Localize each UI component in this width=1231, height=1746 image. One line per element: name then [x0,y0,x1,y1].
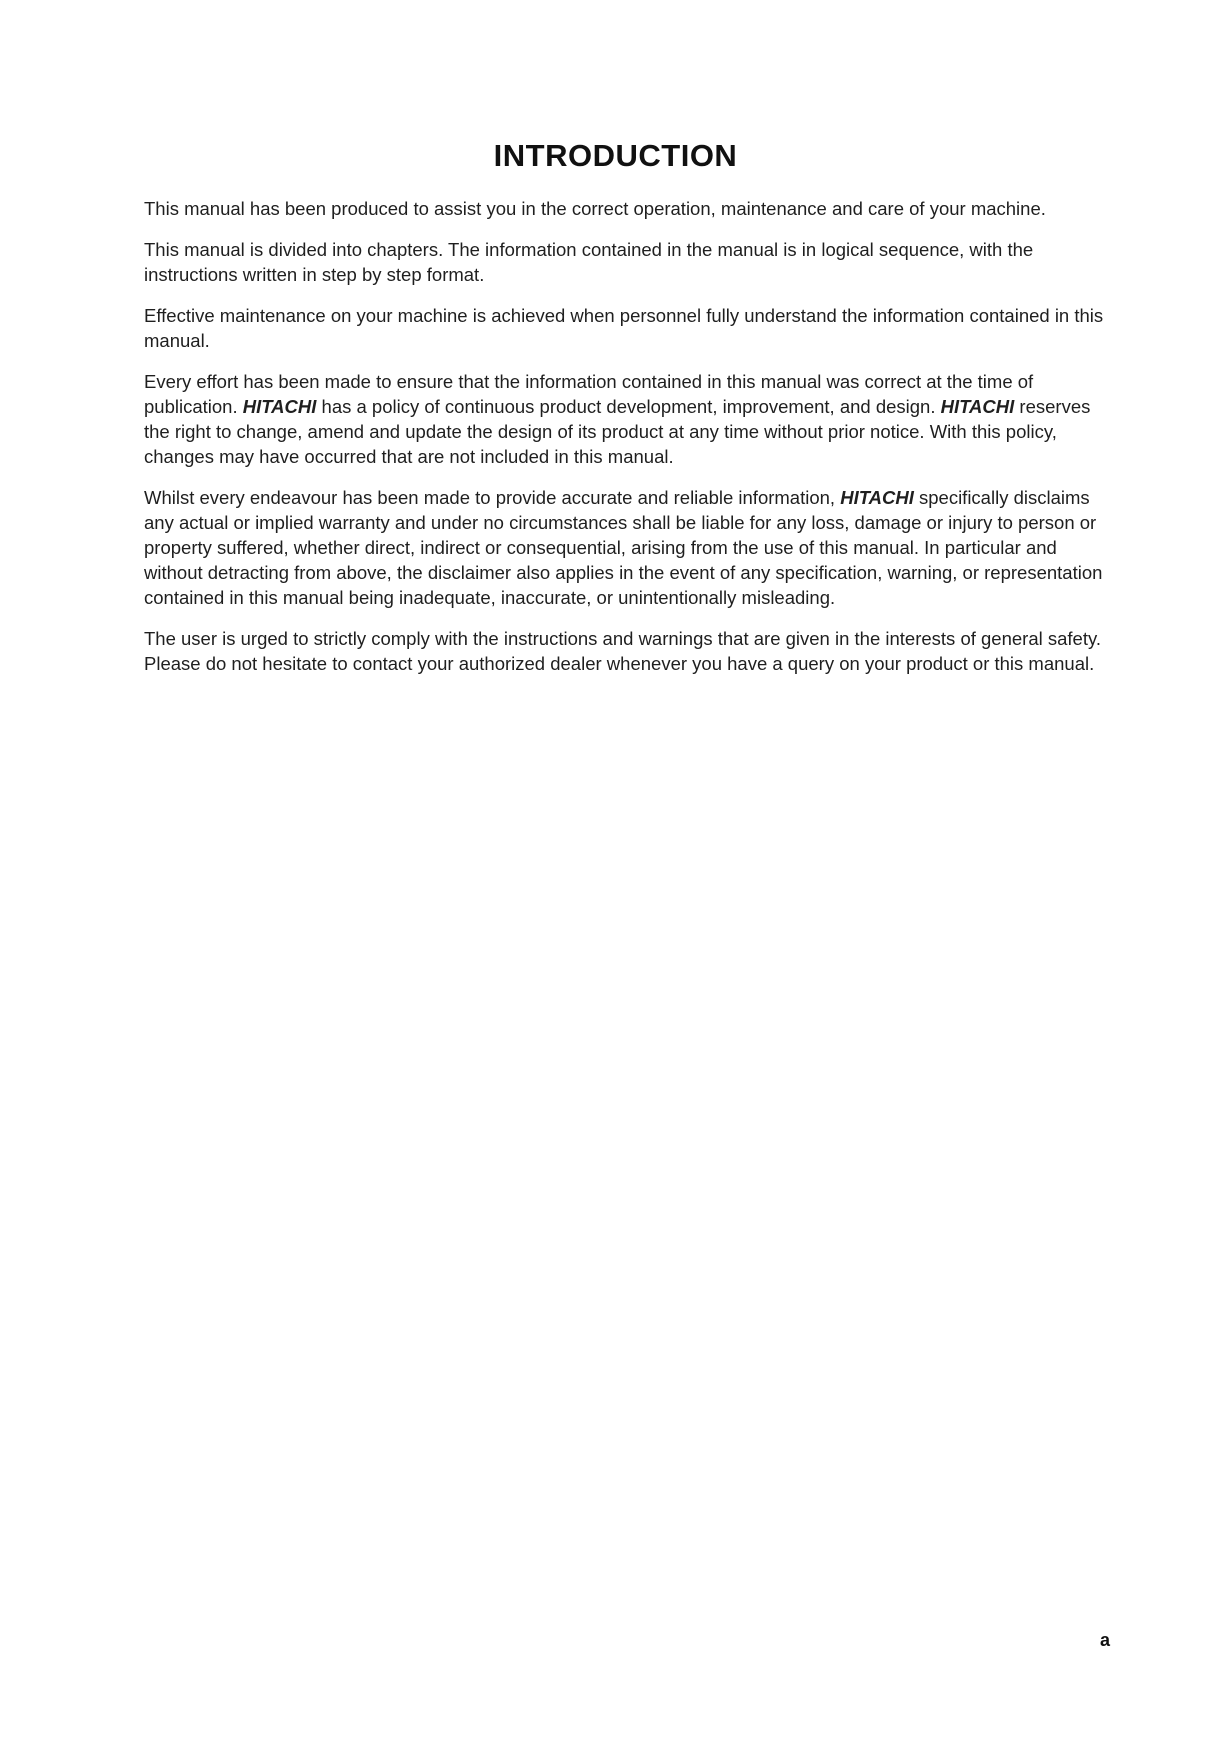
brand-name: HITACHI [940,396,1015,417]
brand-name: HITACHI [840,487,914,508]
paragraph-safety [144,626,1119,676]
paragraph-text: Every effort has been made to ensure that the information contained in this manual was correct at the time of publication. [144,371,1034,417]
body-text [144,196,1119,692]
paragraph-accuracy [144,369,1119,469]
paragraph-text: reserves the right to change, amend and update the design of its product at any time without prior notice. With this policy, changes may have occurred that are not included in this manual. [144,396,1091,467]
paragraph-text: This manual is divided into chapters. The information contained in the manual is in logical sequence, with the instructions written in step by step format. [144,239,1034,285]
page-number: a [1100,1630,1111,1650]
brand-name: HITACHI [242,396,317,417]
paragraph-text: Effective maintenance on your machine is achieved when personnel fully understand the information contained in this manual. [144,305,1104,351]
page-title: INTRODUCTION [493,138,738,173]
paragraph-text: specifically disclaims any actual or implied warranty and under no circumstances shall be liable for any loss, damage or injury to person or property suffered, whether direct, indirect or consequential, arising from the use of this manual. In particular and without detracting from above, the disclaimer also applies in the event of any specification, warning, or representation contained in this manual being inadequate, inaccurate, or unintentionally misleading. [144,487,1103,608]
paragraph-disclaimer [144,485,1119,610]
paragraph-purpose [144,196,1119,221]
paragraph-maintenance [144,303,1119,353]
paragraph-text: Whilst every endeavour has been made to provide accurate and reliable information, [144,487,841,508]
paragraph-text: The user is urged to strictly comply with the instructions and warnings that are given in the interests of general safety. Please do not hesitate to contact your authorized dealer whenever you have a query on your product or this manual. [144,628,1101,674]
paragraph-structure [144,237,1119,287]
paragraph-text: This manual has been produced to assist you in the correct operation, maintenance and care of your machine. [144,198,1046,219]
paragraph-text: has a policy of continuous product development, improvement, and design. [316,396,941,417]
